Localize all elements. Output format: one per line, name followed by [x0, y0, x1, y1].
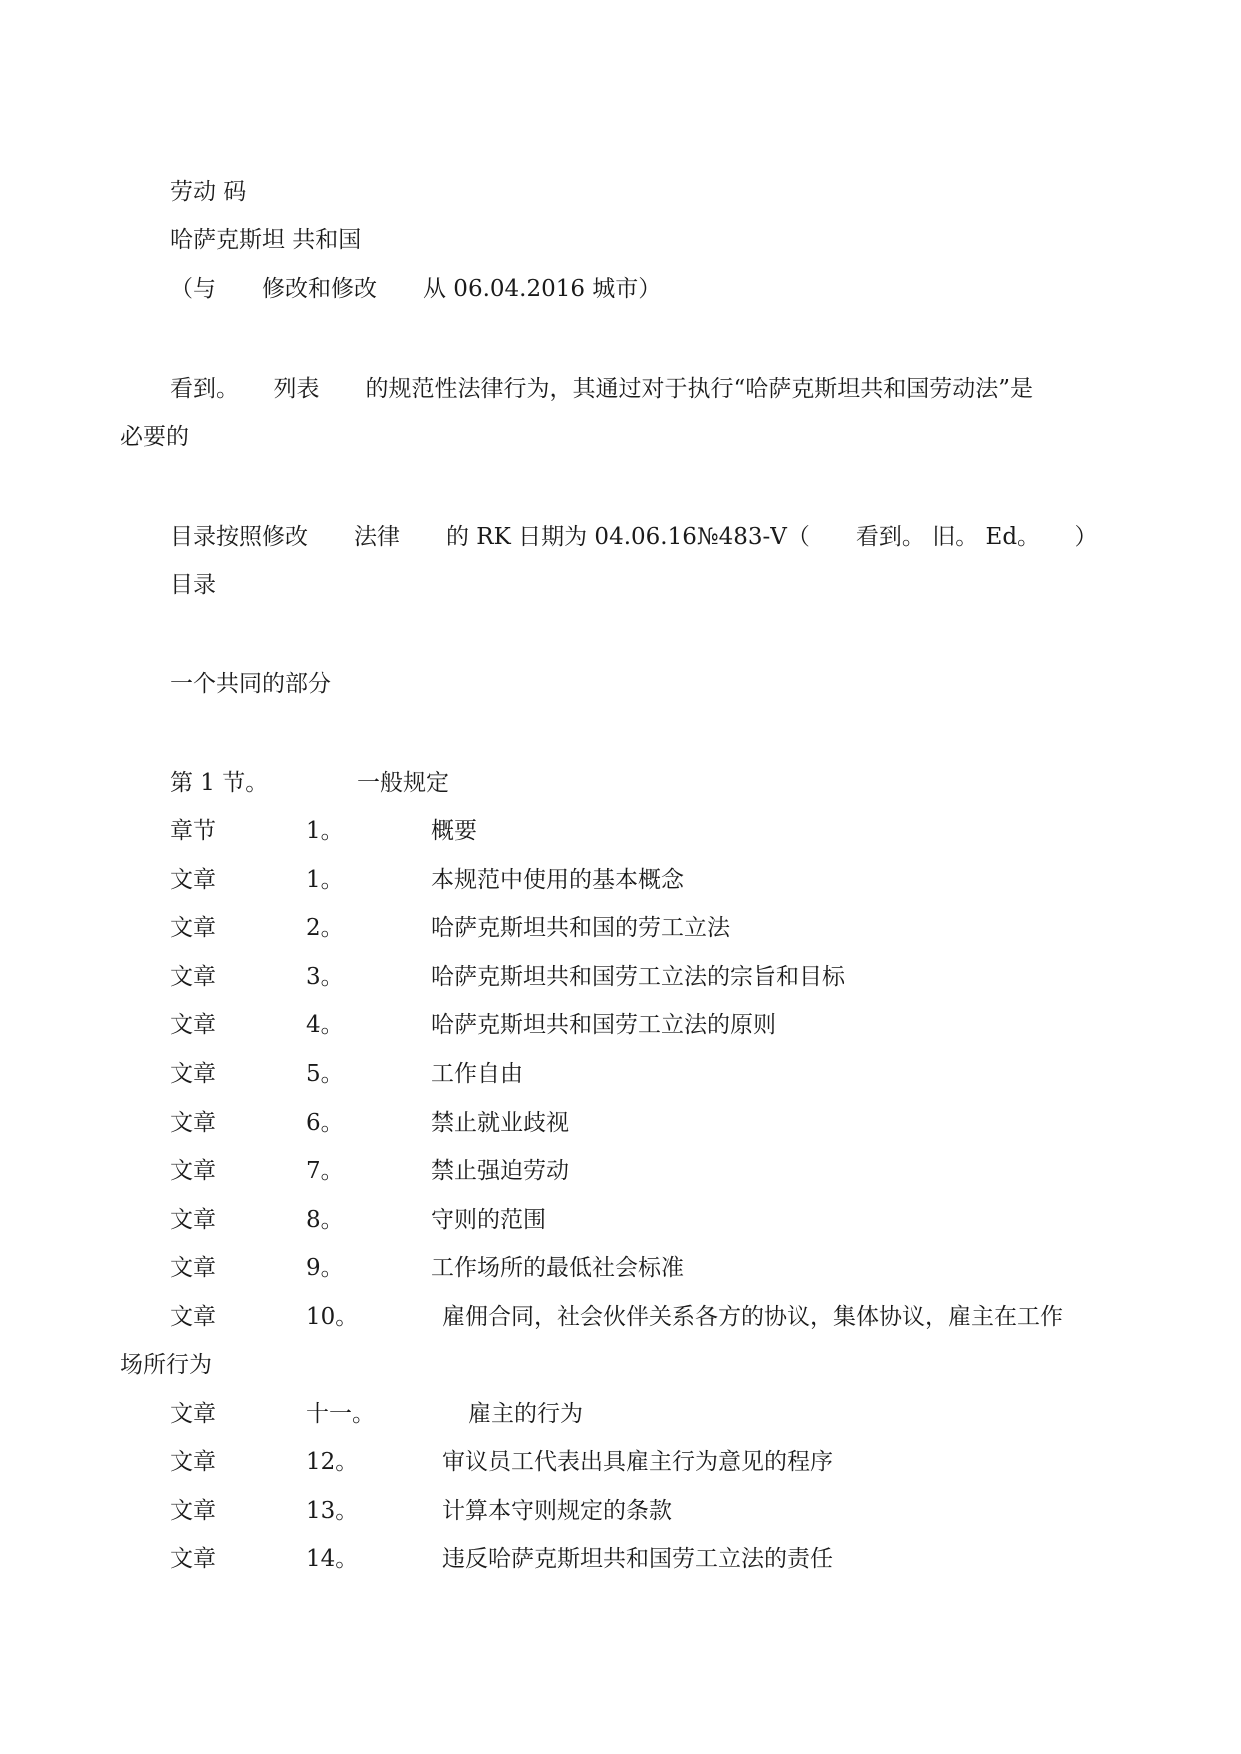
row-number: 9。 [306, 1255, 344, 1281]
row-title: 哈萨克斯坦共和国劳工立法的宗旨和目标 [431, 964, 845, 990]
row-type: 文章 [170, 1449, 216, 1475]
toc-row [0, 962, 1241, 992]
row-type: 文章 [170, 1498, 216, 1524]
row-title: 工作场所的最低社会标准 [431, 1255, 684, 1281]
row-number: 8。 [306, 1207, 344, 1233]
row-number: 2。 [306, 915, 344, 941]
section-heading [0, 768, 1241, 798]
toc-row [0, 1496, 1241, 1526]
row-type: 文章 [170, 1110, 216, 1136]
row-type: 文章 [170, 1207, 216, 1233]
row-number: 5。 [306, 1061, 344, 1087]
row-title: 守则的范围 [431, 1207, 546, 1233]
toc-row [0, 1059, 1241, 1089]
toc-row [0, 1108, 1241, 1138]
row-title: 哈萨克斯坦共和国的劳工立法 [431, 915, 730, 941]
row-type: 文章 [170, 964, 216, 990]
row-title: 禁止强迫劳动 [431, 1158, 569, 1184]
toc-row [0, 1544, 1241, 1574]
code-title: 劳动 码 [170, 179, 247, 205]
toc-row [0, 1253, 1241, 1283]
toc-row [0, 1447, 1241, 1477]
row-title-continuation: 场所行为 [120, 1352, 212, 1378]
row-title: 哈萨克斯坦共和国劳工立法的原则 [431, 1012, 776, 1038]
part-title: 一个共同的部分 [170, 671, 331, 697]
row-number: 14。 [306, 1546, 359, 1572]
toc-row [0, 913, 1241, 943]
row-title: 雇佣合同，社会伙伴关系各方的协议，集体协议，雇主在工作 [442, 1304, 1063, 1330]
row-type: 章节 [170, 818, 216, 844]
toc-row [0, 816, 1241, 846]
row-number: 1。 [306, 818, 344, 844]
row-type: 文章 [170, 1061, 216, 1087]
row-type: 文章 [170, 1012, 216, 1038]
row-type: 文章 [170, 867, 216, 893]
row-title: 违反哈萨克斯坦共和国劳工立法的责任 [442, 1546, 833, 1572]
row-type: 文章 [170, 1158, 216, 1184]
toc-row [0, 865, 1241, 895]
intro-paragraph-line1: 看到。 列表 的规范性法律行为，其通过对于执行“哈萨克斯坦共和国劳动法”是 [170, 376, 1034, 402]
row-number: 3。 [306, 964, 344, 990]
section-label: 第 1 节。 [170, 770, 269, 796]
row-title: 工作自由 [431, 1061, 523, 1087]
section-title: 一般规定 [357, 770, 449, 796]
amendment-note: （与 修改和修改 从 06.04.2016 城市） [170, 276, 662, 302]
row-number: 12。 [306, 1449, 359, 1475]
toc-row [0, 1010, 1241, 1040]
row-number: 7。 [306, 1158, 344, 1184]
row-type: 文章 [170, 1304, 216, 1330]
row-type: 文章 [170, 915, 216, 941]
toc-heading: 目录 [170, 572, 216, 598]
row-title: 雇主的行为 [468, 1401, 583, 1427]
toc-row [0, 1302, 1241, 1332]
row-type: 文章 [170, 1255, 216, 1281]
toc-row [0, 1399, 1241, 1429]
row-title: 禁止就业歧视 [431, 1110, 569, 1136]
row-title: 计算本守则规定的条款 [442, 1498, 672, 1524]
row-type: 文章 [170, 1401, 216, 1427]
republic-title: 哈萨克斯坦 共和国 [170, 227, 362, 253]
toc-note: 目录按照修改 法律 的 RK 日期为 04.06.16№483-V（ 看到。 旧。 Ed。 ） [170, 524, 1098, 550]
row-type: 文章 [170, 1546, 216, 1572]
row-number: 4。 [306, 1012, 344, 1038]
row-title: 审议员工代表出具雇主行为意见的程序 [442, 1449, 833, 1475]
row-number: 十一。 [306, 1401, 375, 1427]
row-number: 13。 [306, 1498, 359, 1524]
intro-paragraph-line2: 必要的 [120, 424, 189, 450]
toc-row [0, 1156, 1241, 1186]
toc-row [0, 1205, 1241, 1235]
row-title: 概要 [431, 818, 477, 844]
row-number: 1。 [306, 867, 344, 893]
row-number: 10。 [306, 1304, 359, 1330]
row-number: 6。 [306, 1110, 344, 1136]
row-title: 本规范中使用的基本概念 [431, 867, 684, 893]
